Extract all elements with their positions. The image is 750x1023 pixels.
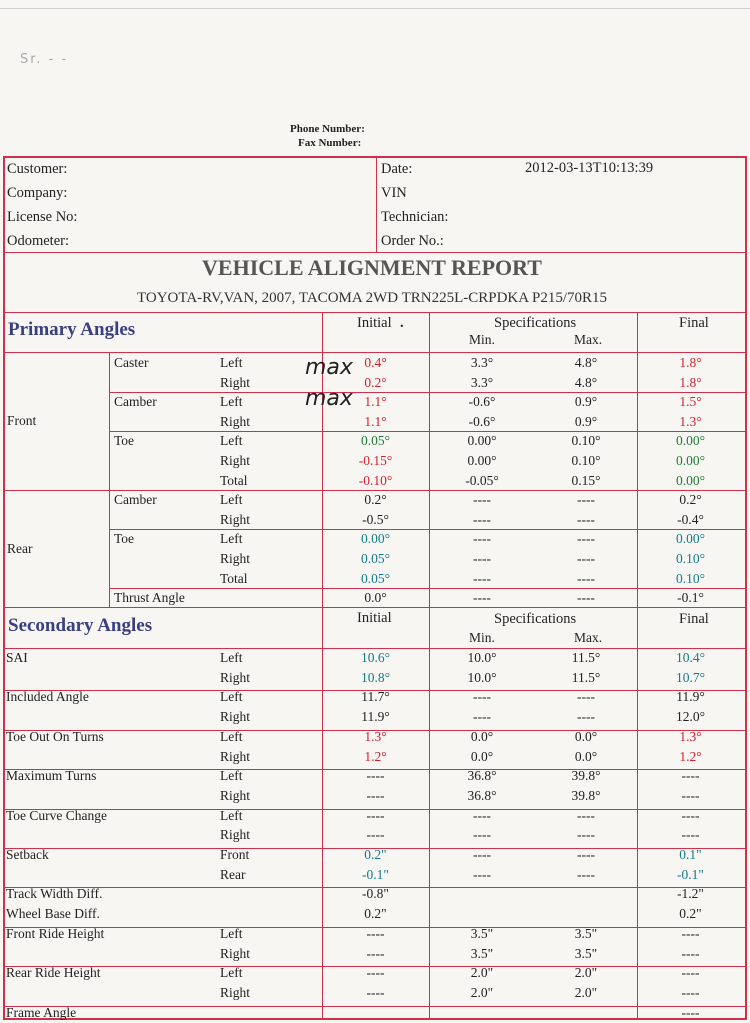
cell-max: 4.8° bbox=[574, 355, 598, 370]
cell-max: 0.10° bbox=[571, 453, 601, 468]
cell-final: 1.3° bbox=[679, 413, 702, 429]
cell-max: 0.9° bbox=[574, 413, 598, 429]
col-line-spec bbox=[429, 312, 430, 1019]
cell-group: SAI bbox=[6, 650, 28, 665]
cell-side: Left bbox=[220, 807, 243, 823]
cell-min: 3.5" bbox=[470, 945, 494, 961]
cell-min: ---- bbox=[473, 847, 491, 862]
cell-final: ---- bbox=[681, 768, 700, 784]
handwritten-note-max: max bbox=[305, 355, 353, 380]
secondary-spec-header: Specifications bbox=[494, 611, 577, 627]
cell-initial: ---- bbox=[366, 787, 385, 803]
cell-min: -0.05° bbox=[465, 472, 499, 488]
cell-initial: ---- bbox=[366, 827, 385, 843]
cell-group: Toe bbox=[114, 531, 135, 547]
cell-min: 3.3° bbox=[470, 355, 494, 370]
primary-angles-heading: Primary Angles bbox=[8, 319, 136, 340]
rule-rear-camber bbox=[109, 529, 746, 530]
cell-max: ---- bbox=[577, 531, 595, 547]
report-title: VEHICLE ALIGNMENT REPORT bbox=[202, 255, 542, 280]
cell-final: 0.2° bbox=[679, 492, 702, 508]
cell-final: -1.2" bbox=[677, 886, 704, 902]
cell-side: Left bbox=[220, 433, 243, 449]
cell-min: ---- bbox=[473, 709, 491, 725]
cell-side: Right bbox=[220, 748, 251, 764]
cell-max: ---- bbox=[577, 511, 595, 527]
cell-group: Rear Ride Height bbox=[6, 965, 101, 981]
margin-scribble: Sr. - - bbox=[20, 52, 69, 67]
cell-min: 36.8° bbox=[467, 787, 497, 803]
handwritten-note-max: max bbox=[305, 386, 353, 411]
cell-initial: -0.10° bbox=[358, 472, 393, 488]
cell-initial: 1.3° bbox=[364, 728, 387, 744]
cell-min: 0.00° bbox=[467, 433, 497, 449]
cell-min: 3.5" bbox=[470, 925, 494, 941]
secondary-angles-heading: Secondary Angles bbox=[8, 615, 153, 636]
cell-final: 0.10° bbox=[675, 551, 706, 566]
cell-min: ---- bbox=[473, 866, 491, 882]
cell-max: 2.0" bbox=[574, 965, 598, 981]
vehicle-description: TOYOTA-RV,VAN, 2007, TACOMA 2WD TRN225L-CRPDKA P215/70R15 bbox=[136, 290, 608, 306]
company-label: Company: bbox=[7, 185, 68, 201]
cell-group: Thrust Angle bbox=[114, 590, 185, 606]
cell-max: 3.5" bbox=[574, 945, 598, 961]
cell-side: Right bbox=[220, 787, 251, 803]
rule-rear-toe bbox=[109, 588, 746, 589]
table-top-rule bbox=[4, 312, 746, 313]
cell-max: ---- bbox=[577, 847, 595, 862]
cell-max: 3.5" bbox=[574, 925, 598, 941]
cell-final: -0.1" bbox=[677, 866, 704, 882]
cell-min: ---- bbox=[473, 590, 491, 606]
cell-group: Wheel Base Diff. bbox=[6, 906, 100, 922]
cell-max: 0.9° bbox=[574, 394, 598, 410]
cell-initial: 1.2° bbox=[364, 748, 387, 764]
cell-max: 0.10° bbox=[571, 433, 601, 449]
cell-max: ---- bbox=[577, 807, 595, 823]
license-label: License No: bbox=[7, 209, 78, 225]
cell-side: Left bbox=[220, 965, 243, 981]
rule-front bbox=[4, 490, 746, 491]
cell-initial: -0.5° bbox=[362, 511, 389, 527]
cell-initial: 11.7° bbox=[361, 689, 390, 705]
cell-final: 11.9° bbox=[676, 689, 705, 705]
cell-side: Right bbox=[220, 827, 251, 843]
date-value: 2012-03-13T10:13:39 bbox=[525, 160, 654, 176]
cell-max: 0.0° bbox=[574, 728, 598, 744]
cell-group: Camber bbox=[114, 492, 157, 508]
cell-max: 4.8° bbox=[574, 374, 598, 390]
cell-final: ---- bbox=[681, 925, 700, 941]
cell-min: 2.0" bbox=[470, 984, 494, 1000]
cell-max: 0.15° bbox=[571, 472, 601, 488]
primary-min-header: Min. bbox=[469, 332, 495, 347]
cell-min: 0.00° bbox=[467, 453, 497, 468]
secondary-initial-header: Initial bbox=[357, 610, 392, 626]
info-bottom-rule bbox=[4, 252, 746, 253]
cell-initial: -0.1" bbox=[362, 866, 389, 882]
cell-final: ---- bbox=[681, 787, 700, 803]
cell-max: 2.0" bbox=[574, 984, 598, 1000]
cell-final: 10.7° bbox=[675, 669, 706, 685]
cell-side: Total bbox=[220, 570, 248, 586]
cell-initial: ---- bbox=[366, 768, 385, 784]
cell-min: 0.0° bbox=[470, 728, 494, 744]
cell-min: 36.8° bbox=[467, 768, 497, 784]
cell-initial: 0.05° bbox=[360, 570, 391, 586]
cell-initial: 1.1° bbox=[364, 413, 387, 429]
primary-dot-mark: . bbox=[400, 315, 404, 331]
cell-group: Front Ride Height bbox=[6, 925, 105, 941]
cell-final: 0.1" bbox=[679, 847, 702, 862]
cell-final: 1.2° bbox=[679, 748, 702, 764]
cell-final: 12.0° bbox=[675, 709, 706, 725]
technician-label: Technician: bbox=[381, 209, 449, 225]
cell-final: ---- bbox=[681, 1004, 700, 1020]
cell-min: ---- bbox=[473, 551, 491, 566]
front-label: Front bbox=[7, 413, 37, 428]
cell-max: ---- bbox=[577, 709, 595, 725]
cell-max: ---- bbox=[577, 570, 595, 586]
cell-side: Rear bbox=[220, 866, 246, 882]
cell-final: 0.00° bbox=[675, 453, 706, 468]
rule-camber bbox=[109, 431, 746, 432]
cell-min: -0.6° bbox=[468, 394, 496, 410]
cell-side: Front bbox=[220, 847, 250, 862]
primary-final-header: Final bbox=[679, 315, 709, 331]
cell-initial: 11.9° bbox=[361, 709, 390, 725]
cell-min: ---- bbox=[473, 511, 491, 527]
cell-max: ---- bbox=[577, 689, 595, 705]
cell-max: 11.5° bbox=[571, 650, 601, 665]
cell-min: 2.0" bbox=[470, 965, 494, 981]
primary-group-line bbox=[109, 352, 110, 607]
secondary-max-header: Max. bbox=[574, 630, 603, 645]
cell-min: ---- bbox=[473, 807, 491, 823]
cell-initial: 0.2° bbox=[364, 374, 387, 390]
cell-initial: 1.1° bbox=[364, 394, 387, 410]
cell-initial: 10.8° bbox=[360, 669, 391, 685]
rule-primary-bottom bbox=[4, 607, 746, 608]
cell-max: ---- bbox=[577, 866, 595, 882]
cell-side: Right bbox=[220, 551, 251, 566]
rear-label: Rear bbox=[7, 541, 33, 556]
cell-final: ---- bbox=[681, 984, 700, 1000]
cell-max: ---- bbox=[577, 492, 595, 508]
cell-min: 0.0° bbox=[470, 748, 494, 764]
cell-side: Left bbox=[220, 728, 243, 744]
cell-final: 1.3° bbox=[679, 728, 702, 744]
cell-side: Left bbox=[220, 768, 243, 784]
cell-final: -0.1° bbox=[677, 590, 704, 606]
row-group-rule bbox=[4, 1006, 746, 1007]
cell-final: 0.10° bbox=[675, 570, 706, 586]
cell-final: 0.00° bbox=[675, 433, 706, 449]
cell-initial: ---- bbox=[366, 965, 385, 981]
cell-group: Track Width Diff. bbox=[6, 886, 103, 902]
cell-max: ---- bbox=[577, 827, 595, 843]
cell-max: 11.5° bbox=[571, 669, 601, 685]
cell-final: ---- bbox=[681, 945, 700, 961]
cell-side: Left bbox=[220, 492, 243, 508]
cell-group: Caster bbox=[114, 355, 149, 370]
cell-max: 39.8° bbox=[571, 768, 601, 784]
cell-side: Right bbox=[220, 669, 251, 685]
cell-initial: 0.4° bbox=[364, 355, 387, 370]
cell-initial: 0.05° bbox=[360, 551, 391, 566]
cell-initial: ---- bbox=[366, 925, 385, 941]
date-label: Date: bbox=[381, 161, 413, 177]
cell-min: 10.0° bbox=[467, 650, 497, 665]
cell-min: 3.3° bbox=[470, 374, 494, 390]
cell-group: Maximum Turns bbox=[6, 768, 97, 784]
cell-final: ---- bbox=[681, 807, 700, 823]
cell-group: Toe Out On Turns bbox=[6, 728, 104, 744]
cell-initial: ---- bbox=[366, 984, 385, 1000]
cell-initial: 0.05° bbox=[360, 433, 391, 449]
cell-group: Camber bbox=[114, 394, 157, 410]
cell-initial: 0.00° bbox=[360, 531, 391, 547]
cell-initial: 0.2" bbox=[364, 847, 387, 862]
cell-max: 39.8° bbox=[571, 787, 601, 803]
cell-initial: ---- bbox=[366, 945, 385, 961]
cell-max: ---- bbox=[577, 551, 595, 566]
info-divider bbox=[376, 157, 377, 252]
cell-max: ---- bbox=[577, 590, 595, 606]
cell-initial: -0.15° bbox=[358, 453, 393, 468]
cell-initial: 0.2° bbox=[364, 492, 387, 508]
cell-min: -0.6° bbox=[468, 413, 496, 429]
rule-caster bbox=[109, 392, 746, 393]
cell-min: ---- bbox=[473, 492, 491, 508]
cell-min: ---- bbox=[473, 570, 491, 586]
cell-side: Right bbox=[220, 984, 251, 1000]
cell-final: 1.8° bbox=[679, 374, 702, 390]
cell-initial: 10.6° bbox=[360, 650, 391, 665]
cell-initial: ---- bbox=[366, 807, 385, 823]
cell-final: ---- bbox=[681, 827, 700, 843]
cell-side: Left bbox=[220, 689, 243, 705]
cell-min: ---- bbox=[473, 689, 491, 705]
cell-side: Total bbox=[220, 472, 248, 488]
odometer-label: Odometer: bbox=[7, 233, 70, 249]
primary-initial-header: Initial bbox=[357, 315, 392, 331]
cell-final: 0.00° bbox=[675, 531, 706, 547]
cell-min: ---- bbox=[473, 827, 491, 843]
cell-side: Left bbox=[220, 355, 243, 370]
cell-final: 1.5° bbox=[679, 394, 702, 410]
cell-initial: -0.8" bbox=[362, 886, 389, 902]
cell-final: 0.2" bbox=[679, 906, 702, 922]
cell-side: Left bbox=[220, 531, 243, 547]
cell-group: Setback bbox=[6, 847, 49, 862]
cell-side: Right bbox=[220, 511, 251, 527]
cell-group: Toe bbox=[114, 433, 135, 449]
cell-final: ---- bbox=[681, 965, 700, 981]
cell-initial: 0.2" bbox=[364, 906, 387, 922]
cell-side: Left bbox=[220, 925, 243, 941]
cell-final: 1.8° bbox=[679, 355, 702, 370]
cell-side: Left bbox=[220, 650, 243, 665]
customer-label: Customer: bbox=[7, 161, 68, 177]
cell-initial: 0.0° bbox=[364, 590, 387, 606]
cell-final: -0.4° bbox=[677, 511, 704, 527]
cell-final: 10.4° bbox=[675, 650, 706, 665]
scan-edge-line bbox=[0, 8, 750, 9]
contact-header bbox=[290, 122, 365, 150]
secondary-min-header: Min. bbox=[469, 630, 495, 645]
secondary-header-rule bbox=[4, 648, 746, 649]
primary-header-rule bbox=[4, 352, 746, 353]
cell-min: ---- bbox=[473, 531, 491, 547]
cell-side: Right bbox=[220, 374, 251, 390]
secondary-final-header: Final bbox=[679, 611, 709, 627]
fax-label: Fax Number: bbox=[298, 137, 362, 149]
primary-max-header: Max. bbox=[574, 332, 603, 347]
cell-group: Included Angle bbox=[6, 689, 89, 705]
phone-label: Phone Number: bbox=[290, 123, 365, 135]
cell-side: Right bbox=[220, 709, 251, 725]
cell-side: Right bbox=[220, 453, 251, 468]
order-label: Order No.: bbox=[381, 233, 444, 249]
cell-side: Left bbox=[220, 394, 243, 410]
cell-side: Right bbox=[220, 413, 251, 429]
cell-max: 0.0° bbox=[574, 748, 598, 764]
cell-min: 10.0° bbox=[467, 669, 497, 685]
cell-group: Toe Curve Change bbox=[6, 807, 108, 823]
primary-spec-header: Specifications bbox=[494, 315, 577, 331]
cell-final: 0.00° bbox=[675, 472, 706, 488]
vin-label: VIN bbox=[381, 185, 407, 201]
cell-side: Right bbox=[220, 945, 251, 961]
cell-group: Frame Angle bbox=[6, 1004, 77, 1020]
